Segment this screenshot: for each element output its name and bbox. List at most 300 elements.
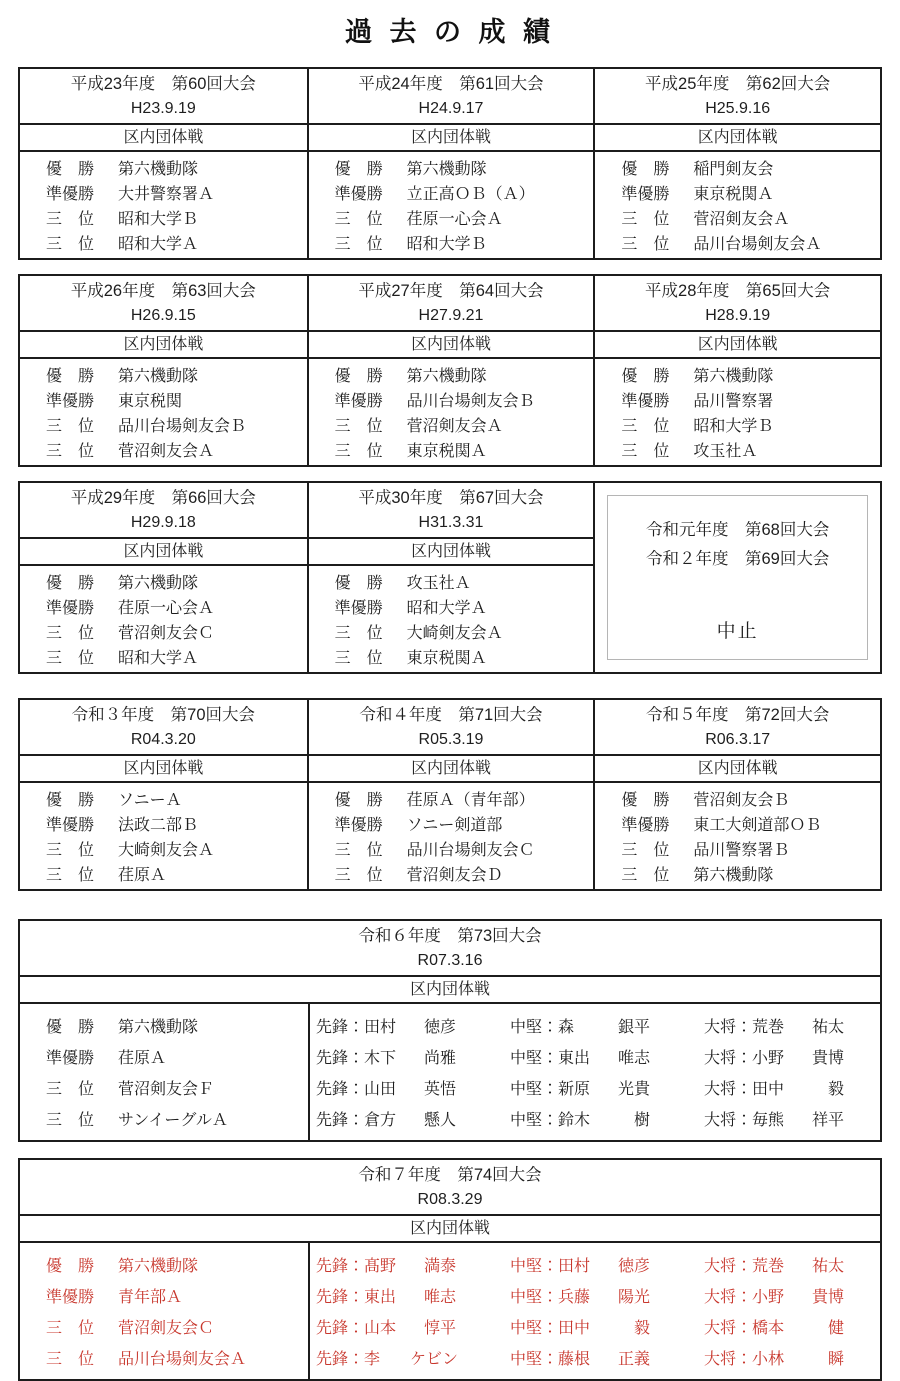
results-list <box>20 566 307 672</box>
result-row <box>20 1342 308 1373</box>
rank-label: 準優勝 <box>46 186 95 203</box>
player-last-name: 田中 <box>558 1320 591 1337</box>
lineup-row <box>316 1072 880 1103</box>
team-name: 菅沼剣友会Ｃ <box>118 1320 215 1337</box>
team-name: 荏原一心会Ａ <box>406 211 503 228</box>
team-name: 菅沼剣友会Ｃ <box>118 625 215 642</box>
results-list <box>20 1243 310 1379</box>
tournament-date: H23.9.19 <box>130 100 196 117</box>
rank-label: 三 位 <box>334 211 383 228</box>
team-name: ソニーＡ <box>118 792 182 809</box>
result-row <box>595 180 880 205</box>
block-header <box>20 276 307 332</box>
player-first-name: 銀平 <box>618 1019 651 1036</box>
team-name: 品川台場剣友会Ｂ <box>118 418 247 435</box>
tournament-date: H24.9.17 <box>418 100 484 117</box>
result-row <box>309 412 594 437</box>
team-name: 品川台場剣友会Ａ <box>693 236 822 253</box>
team-name: 第六機動隊 <box>693 368 774 385</box>
division-label: 区内団体戦 <box>309 332 594 359</box>
position-label: 先鋒： <box>316 1019 365 1036</box>
result-row <box>20 619 307 644</box>
team-name: 荏原Ａ（青年部） <box>406 792 535 809</box>
player-last-name: 東出 <box>364 1289 397 1306</box>
result-row <box>309 362 594 387</box>
result-row <box>20 644 307 669</box>
team-name: 攻玉社Ａ <box>406 575 471 592</box>
player-entry <box>316 1346 510 1369</box>
lineup-row <box>316 1311 880 1342</box>
player-first-name: 祐太 <box>812 1258 845 1275</box>
position-label: 先鋒： <box>316 1258 365 1275</box>
tournament-block-r7 <box>18 1158 882 1381</box>
rank-label: 準優勝 <box>46 1289 95 1306</box>
results-page <box>0 10 900 1381</box>
team-name: 昭和大学Ａ <box>118 236 199 253</box>
result-row <box>595 155 880 180</box>
team-name: 東工大剣道部ＯＢ <box>693 817 822 834</box>
rank-label: 三 位 <box>46 1351 95 1368</box>
position-label: 中堅： <box>510 1081 559 1098</box>
player-last-name: 山本 <box>364 1320 397 1337</box>
rank-label: 準優勝 <box>46 1050 95 1067</box>
player-last-name: 田中 <box>752 1081 785 1098</box>
lineup-row <box>316 1103 880 1134</box>
result-row <box>595 786 880 811</box>
result-row <box>20 1280 308 1311</box>
division-label: 区内団体戦 <box>20 977 880 1004</box>
team-name: 菅沼剣友会Ａ <box>118 443 215 460</box>
results-body <box>20 1004 880 1140</box>
player-last-name: 髙野 <box>364 1258 397 1275</box>
rank-label: 三 位 <box>334 625 383 642</box>
player-entry <box>316 1315 510 1338</box>
tournament-block-h30 <box>307 483 594 672</box>
result-row <box>595 362 880 387</box>
player-first-name: 懸人 <box>424 1112 457 1129</box>
player-first-name: 祐太 <box>812 1019 845 1036</box>
player-entry <box>510 1014 704 1037</box>
tournament-title: 平成24年度 第61回大会 <box>358 75 544 93</box>
result-row <box>595 387 880 412</box>
rank-label: 準優勝 <box>621 817 670 834</box>
block-header <box>595 69 880 125</box>
position-label: 中堅： <box>510 1351 559 1368</box>
tournament-title: 平成23年度 第60回大会 <box>70 75 256 93</box>
block-header <box>20 700 307 756</box>
team-name: 東京税関Ａ <box>693 186 774 203</box>
team-name: 菅沼剣友会Ａ <box>406 418 503 435</box>
division-label: 区内団体戦 <box>20 125 307 152</box>
rank-label: 準優勝 <box>334 817 383 834</box>
lineup-row <box>316 1041 880 1072</box>
rank-label: 三 位 <box>621 211 670 228</box>
team-name: ソニー剣道部 <box>406 817 503 834</box>
rank-label: 三 位 <box>46 650 95 667</box>
tournament-title: 平成25年度 第62回大会 <box>645 75 831 93</box>
block-header <box>20 69 307 125</box>
tournament-title: 平成27年度 第64回大会 <box>358 282 544 300</box>
position-label: 大将： <box>704 1351 753 1368</box>
result-row <box>595 836 880 861</box>
player-first-name: 唯志 <box>424 1289 457 1306</box>
rank-label: 三 位 <box>46 1320 95 1337</box>
rank-label: 優 勝 <box>334 792 383 809</box>
position-label: 先鋒： <box>316 1351 365 1368</box>
team-name: 東京税関Ａ <box>406 443 487 460</box>
rank-label: 優 勝 <box>46 161 95 178</box>
result-row <box>20 437 307 462</box>
team-name: 荏原Ａ <box>118 867 167 884</box>
player-first-name: 英悟 <box>424 1081 457 1098</box>
block-header <box>309 700 594 756</box>
block-header <box>595 700 880 756</box>
team-name: 菅沼剣友会Ａ <box>693 211 790 228</box>
tournament-date: H26.9.15 <box>130 307 196 324</box>
results-list <box>20 152 307 258</box>
player-last-name: 小野 <box>752 1050 785 1067</box>
rank-label: 優 勝 <box>334 368 383 385</box>
rank-label: 三 位 <box>46 418 95 435</box>
position-label: 中堅： <box>510 1050 559 1067</box>
rank-label: 準優勝 <box>621 393 670 410</box>
player-entry <box>704 1284 898 1307</box>
position-label: 大将： <box>704 1112 753 1129</box>
team-name: 立正高ＯＢ（Ａ） <box>406 186 535 203</box>
player-entry <box>704 1346 898 1369</box>
lineup-row <box>316 1342 880 1373</box>
player-entry <box>704 1076 898 1099</box>
tournament-date: H27.9.21 <box>418 307 484 324</box>
tournament-date: R08.3.29 <box>417 1191 483 1208</box>
result-row <box>309 180 594 205</box>
result-row <box>20 594 307 619</box>
player-last-name: 森 <box>558 1019 575 1036</box>
rank-label: 三 位 <box>621 867 670 884</box>
division-label: 区内団体戦 <box>309 756 594 783</box>
tournament-title: 平成26年度 第63回大会 <box>70 282 256 300</box>
rank-label: 三 位 <box>621 236 670 253</box>
result-row <box>595 437 880 462</box>
player-first-name: 毅 <box>828 1081 845 1098</box>
team-name: 昭和大学Ａ <box>406 600 487 617</box>
rank-label: 優 勝 <box>621 161 670 178</box>
division-label: 区内団体戦 <box>20 539 307 566</box>
tournament-date: H28.9.19 <box>705 307 771 324</box>
division-label: 区内団体戦 <box>595 332 880 359</box>
rank-label: 優 勝 <box>46 792 95 809</box>
result-row <box>595 811 880 836</box>
result-row <box>309 387 594 412</box>
position-label: 先鋒： <box>316 1289 365 1306</box>
rank-label: 三 位 <box>621 418 670 435</box>
player-first-name: 樹 <box>634 1112 651 1129</box>
player-last-name: 東出 <box>558 1050 591 1067</box>
cancelled-status: 中止 <box>716 621 759 642</box>
player-first-name: 陽光 <box>618 1289 651 1306</box>
tournament-block-h26 <box>20 276 307 465</box>
tournament-date: H29.9.18 <box>130 514 196 531</box>
player-last-name: 李 <box>364 1351 381 1368</box>
position-label: 大将： <box>704 1258 753 1275</box>
division-label: 区内団体戦 <box>309 539 594 566</box>
result-row <box>20 811 307 836</box>
position-label: 大将： <box>704 1289 753 1306</box>
rank-label: 三 位 <box>334 650 383 667</box>
division-label: 区内団体戦 <box>595 756 880 783</box>
tournament-grid-row-3 <box>18 481 882 674</box>
player-entry <box>510 1346 704 1369</box>
rank-label: 三 位 <box>46 211 95 228</box>
team-name: 昭和大学Ｂ <box>118 211 199 228</box>
player-last-name: 小野 <box>752 1289 785 1306</box>
result-row <box>20 230 307 255</box>
tournament-title: 令和３年度 第70回大会 <box>71 706 255 724</box>
rank-label: 三 位 <box>621 842 670 859</box>
team-name: 品川台場剣友会Ｃ <box>406 842 535 859</box>
lineup-list <box>310 1004 880 1140</box>
result-row <box>20 786 307 811</box>
division-label: 区内団体戦 <box>20 332 307 359</box>
division-label: 区内団体戦 <box>309 125 594 152</box>
team-name: 東京税関Ａ <box>406 650 487 667</box>
block-header <box>595 276 880 332</box>
player-first-name: 徳彦 <box>618 1258 651 1275</box>
rank-label: 三 位 <box>46 625 95 642</box>
position-label: 大将： <box>704 1019 753 1036</box>
position-label: 先鋒： <box>316 1320 365 1337</box>
results-list <box>20 1004 310 1140</box>
team-name: 第六機動隊 <box>118 1258 199 1275</box>
result-row <box>309 861 594 886</box>
player-first-name: ケビン <box>410 1351 459 1368</box>
result-row <box>20 1103 308 1134</box>
player-first-name: 尚雅 <box>424 1050 457 1067</box>
player-entry <box>704 1014 898 1037</box>
player-entry <box>704 1107 898 1130</box>
team-name: 第六機動隊 <box>118 1019 199 1036</box>
team-name: 菅沼剣友会Ｂ <box>693 792 790 809</box>
team-name: 東京税関 <box>118 393 183 410</box>
rank-label: 優 勝 <box>621 792 670 809</box>
team-name: 品川警察署 <box>693 393 774 410</box>
rank-label: 三 位 <box>46 867 95 884</box>
result-row <box>20 412 307 437</box>
lineup-list <box>310 1243 880 1379</box>
player-first-name: 正義 <box>618 1351 651 1368</box>
rank-label: 優 勝 <box>46 575 95 592</box>
team-name: 第六機動隊 <box>693 867 774 884</box>
block-header <box>20 921 880 977</box>
position-label: 中堅： <box>510 1289 559 1306</box>
cancelled-tournaments-cell <box>593 483 880 672</box>
results-list <box>595 152 880 258</box>
player-last-name: 田村 <box>364 1019 397 1036</box>
result-row <box>20 205 307 230</box>
rank-label: 準優勝 <box>334 600 383 617</box>
tournament-block-r6 <box>18 919 882 1142</box>
rank-label: 三 位 <box>46 443 95 460</box>
rank-label: 三 位 <box>46 842 95 859</box>
player-last-name: 小林 <box>752 1351 785 1368</box>
rank-label: 三 位 <box>46 1081 95 1098</box>
player-entry <box>510 1253 704 1276</box>
player-last-name: 新原 <box>558 1081 591 1098</box>
results-list <box>20 359 307 465</box>
result-row <box>309 594 594 619</box>
result-row <box>309 786 594 811</box>
result-row <box>20 1311 308 1342</box>
player-first-name: 満泰 <box>424 1258 457 1275</box>
player-entry <box>316 1284 510 1307</box>
rank-label: 三 位 <box>334 236 383 253</box>
player-last-name: 毎熊 <box>752 1112 785 1129</box>
tournament-date: R04.3.20 <box>130 731 196 748</box>
result-row <box>20 180 307 205</box>
result-row <box>309 230 594 255</box>
player-last-name: 藤根 <box>558 1351 591 1368</box>
player-entry <box>510 1045 704 1068</box>
result-row <box>309 437 594 462</box>
results-list <box>309 359 594 465</box>
result-row <box>20 362 307 387</box>
player-first-name: 徳彦 <box>424 1019 457 1036</box>
tournament-block-h29 <box>20 483 307 672</box>
rank-label: 優 勝 <box>46 1019 95 1036</box>
team-name: 品川台場剣友会Ａ <box>118 1351 247 1368</box>
block-header <box>309 276 594 332</box>
rank-label: 三 位 <box>46 236 95 253</box>
tournament-title: 令和５年度 第72回大会 <box>645 706 830 724</box>
team-name: 品川台場剣友会Ｂ <box>406 393 535 410</box>
tournament-block-r3 <box>20 700 307 889</box>
results-list <box>309 783 594 889</box>
player-last-name: 鈴木 <box>558 1112 591 1129</box>
rank-label: 三 位 <box>334 443 383 460</box>
team-name: 荏原Ａ <box>118 1050 167 1067</box>
division-label: 区内団体戦 <box>20 1216 880 1243</box>
player-last-name: 田村 <box>558 1258 591 1275</box>
tournament-block-r4 <box>307 700 594 889</box>
tournament-date: R07.3.16 <box>417 952 483 969</box>
player-last-name: 木下 <box>364 1050 397 1067</box>
rank-label: 準優勝 <box>46 600 95 617</box>
team-name: 大崎剣友会Ａ <box>118 842 215 859</box>
tournament-block-h23 <box>20 69 307 258</box>
position-label: 大将： <box>704 1050 753 1067</box>
player-last-name: 荒巻 <box>752 1258 785 1275</box>
tournament-title: 令和７年度 第74回大会 <box>358 1166 542 1184</box>
cancelled-box <box>607 495 868 660</box>
results-list <box>595 359 880 465</box>
tournament-grid-row-4 <box>18 698 882 891</box>
team-name: 菅沼剣友会Ｄ <box>406 867 503 884</box>
rank-label: 三 位 <box>334 867 383 884</box>
result-row <box>20 387 307 412</box>
tournament-date: H31.3.31 <box>418 514 484 531</box>
team-name: 昭和大学Ｂ <box>693 418 774 435</box>
rank-label: 準優勝 <box>334 186 383 203</box>
team-name: 第六機動隊 <box>406 161 487 178</box>
position-label: 先鋒： <box>316 1112 365 1129</box>
player-entry <box>510 1076 704 1099</box>
rank-label: 準優勝 <box>46 817 95 834</box>
team-name: 大崎剣友会Ａ <box>406 625 503 642</box>
player-last-name: 荒巻 <box>752 1019 785 1036</box>
cancelled-tournament-title: 令和２年度 第69回大会 <box>645 550 830 568</box>
player-first-name: 健 <box>828 1320 845 1337</box>
position-label: 先鋒： <box>316 1081 365 1098</box>
player-entry <box>316 1076 510 1099</box>
results-list <box>309 566 594 672</box>
player-entry <box>316 1045 510 1068</box>
player-first-name: 貴博 <box>812 1289 845 1306</box>
results-list <box>309 152 594 258</box>
results-list <box>20 783 307 889</box>
division-label: 区内団体戦 <box>595 125 880 152</box>
result-row <box>20 1072 308 1103</box>
result-row <box>595 861 880 886</box>
tournament-block-h25 <box>593 69 880 258</box>
team-name: 青年部Ａ <box>118 1289 183 1306</box>
team-name: 菅沼剣友会Ｆ <box>118 1081 215 1098</box>
result-row <box>595 205 880 230</box>
rank-label: 優 勝 <box>334 161 383 178</box>
result-row <box>20 1249 308 1280</box>
rank-label: 三 位 <box>46 1112 95 1129</box>
tournament-date: H25.9.16 <box>705 100 771 117</box>
rank-label: 準優勝 <box>621 186 670 203</box>
tournament-block-r5 <box>593 700 880 889</box>
player-first-name: 瞬 <box>828 1351 845 1368</box>
position-label: 中堅： <box>510 1019 559 1036</box>
team-name: 品川警察署Ｂ <box>693 842 790 859</box>
result-row <box>20 155 307 180</box>
block-header <box>309 483 594 539</box>
results-body <box>20 1243 880 1379</box>
player-first-name: 貴博 <box>812 1050 845 1067</box>
team-name: 第六機動隊 <box>118 161 199 178</box>
result-row <box>309 836 594 861</box>
team-name: 第六機動隊 <box>406 368 487 385</box>
player-first-name: 毅 <box>634 1320 651 1337</box>
result-row <box>20 861 307 886</box>
lineup-row <box>316 1280 880 1311</box>
tournament-title: 平成30年度 第67回大会 <box>358 489 544 507</box>
lineup-row <box>316 1249 880 1280</box>
player-last-name: 橋本 <box>752 1320 785 1337</box>
team-name: 大井警察署Ａ <box>118 186 215 203</box>
player-entry <box>704 1315 898 1338</box>
team-name: 稲門剣友会 <box>693 161 774 178</box>
player-entry <box>704 1045 898 1068</box>
tournament-title: 令和６年度 第73回大会 <box>358 927 542 945</box>
result-row <box>309 644 594 669</box>
position-label: 大将： <box>704 1081 753 1098</box>
results-list <box>595 783 880 889</box>
page-title: 過 去 の 成 績 <box>344 17 555 47</box>
team-name: 攻玉社Ａ <box>693 443 758 460</box>
player-entry <box>510 1284 704 1307</box>
rank-label: 準優勝 <box>334 393 383 410</box>
result-row <box>595 412 880 437</box>
result-row <box>20 569 307 594</box>
tournament-block-h28 <box>593 276 880 465</box>
tournament-grid-row-2 <box>18 274 882 467</box>
position-label: 中堅： <box>510 1320 559 1337</box>
cancelled-tournament-title: 令和元年度 第68回大会 <box>645 521 830 539</box>
position-label: 中堅： <box>510 1258 559 1275</box>
